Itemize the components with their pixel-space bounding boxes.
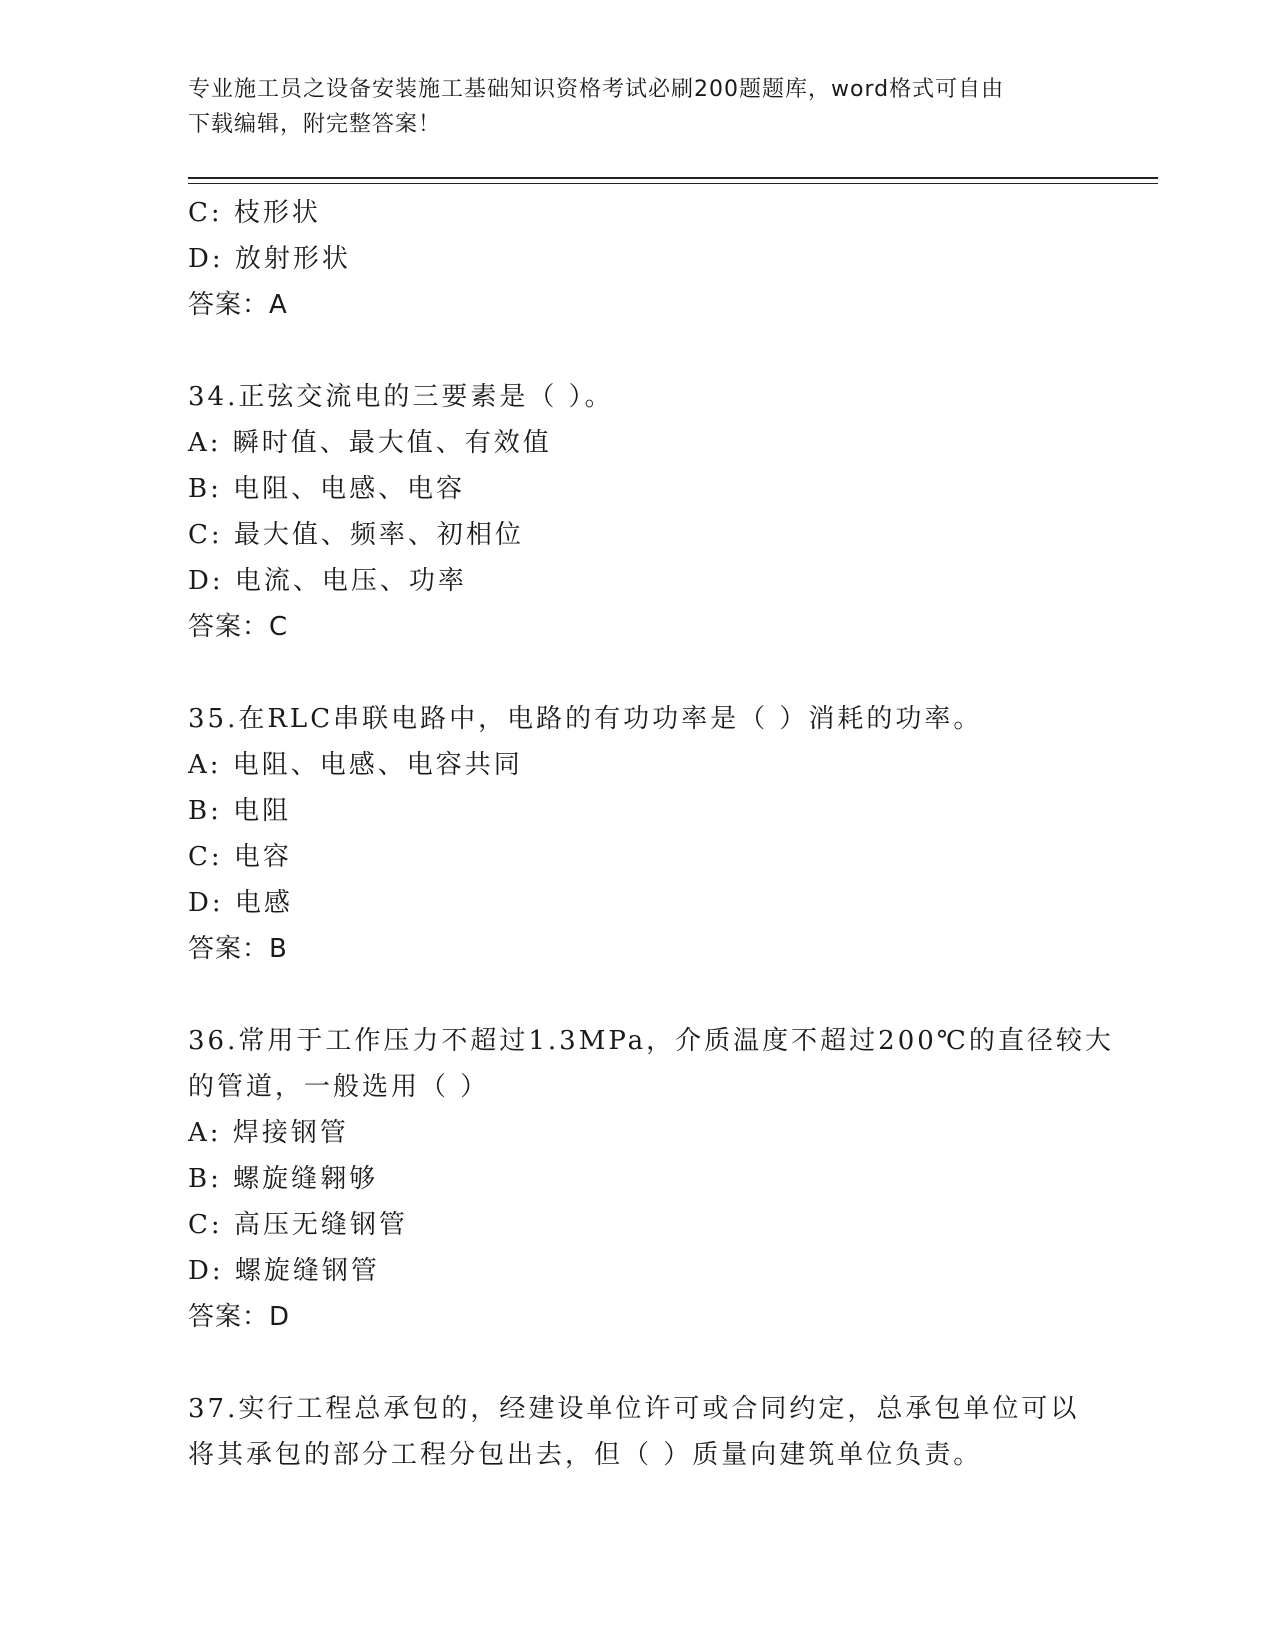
question-stem-line-2: 将其承包的部分工程分包出去，但（ ）质量向建筑单位负责。 (188, 1440, 983, 1470)
option-d: D: 电流、电压、功率 (188, 566, 467, 596)
option-a: A: 瞬时值、最大值、有效值 (188, 428, 552, 458)
question-37 (188, 1386, 1088, 1478)
option-b: B: 电阻 (188, 796, 292, 826)
answer: 答案：C (188, 612, 289, 642)
prev-option-c: C: 枝形状 (188, 198, 321, 228)
option-c: C: 电容 (188, 842, 292, 872)
question-stem: 35.在RLC串联电路中，电路的有功功率是（ ）消耗的功率。 (188, 704, 983, 734)
question-35 (188, 696, 1088, 972)
header-line-1: 专业施工员之设备安装施工基础知识资格考试必刷200题题库，word格式可自由 (188, 77, 1005, 102)
option-a: A: 电阻、电感、电容共同 (188, 750, 523, 780)
prev-option-d: D: 放射形状 (188, 244, 351, 274)
option-a: A: 焊接钢管 (188, 1118, 349, 1148)
option-b: B: 螺旋缝翱够 (188, 1164, 379, 1194)
answer: 答案：D (188, 1302, 291, 1332)
option-c: C: 高压无缝钢管 (188, 1210, 408, 1240)
option-c: C: 最大值、频率、初相位 (188, 520, 524, 550)
question-stem-line-2: 的管道，一般选用（ ） (188, 1072, 490, 1102)
document-header (188, 72, 1088, 142)
question-34 (188, 374, 1088, 650)
header-divider-thick (188, 177, 1158, 179)
question-stem-line-1: 36.常用于工作压力不超过1.3MPa，介质温度不超过200℃的直径较大 (188, 1026, 1114, 1056)
question-list (188, 190, 1114, 1478)
header-divider-thin (188, 183, 1158, 184)
question-stem: 34.正弦交流电的三要素是（ ）。 (188, 382, 614, 412)
question-stem-line-1: 37.实行工程总承包的，经建设单位许可或合同约定，总承包单位可以 (188, 1394, 1080, 1424)
option-d: D: 螺旋缝钢管 (188, 1256, 380, 1286)
header-line-2: 下载编辑，附完整答案！ (188, 112, 442, 137)
option-d: D: 电感 (188, 888, 293, 918)
prev-answer: 答案：A (188, 290, 288, 320)
option-b: B: 电阻、电感、电容 (188, 474, 466, 504)
question-36 (188, 1018, 1114, 1340)
answer: 答案：B (188, 934, 288, 964)
